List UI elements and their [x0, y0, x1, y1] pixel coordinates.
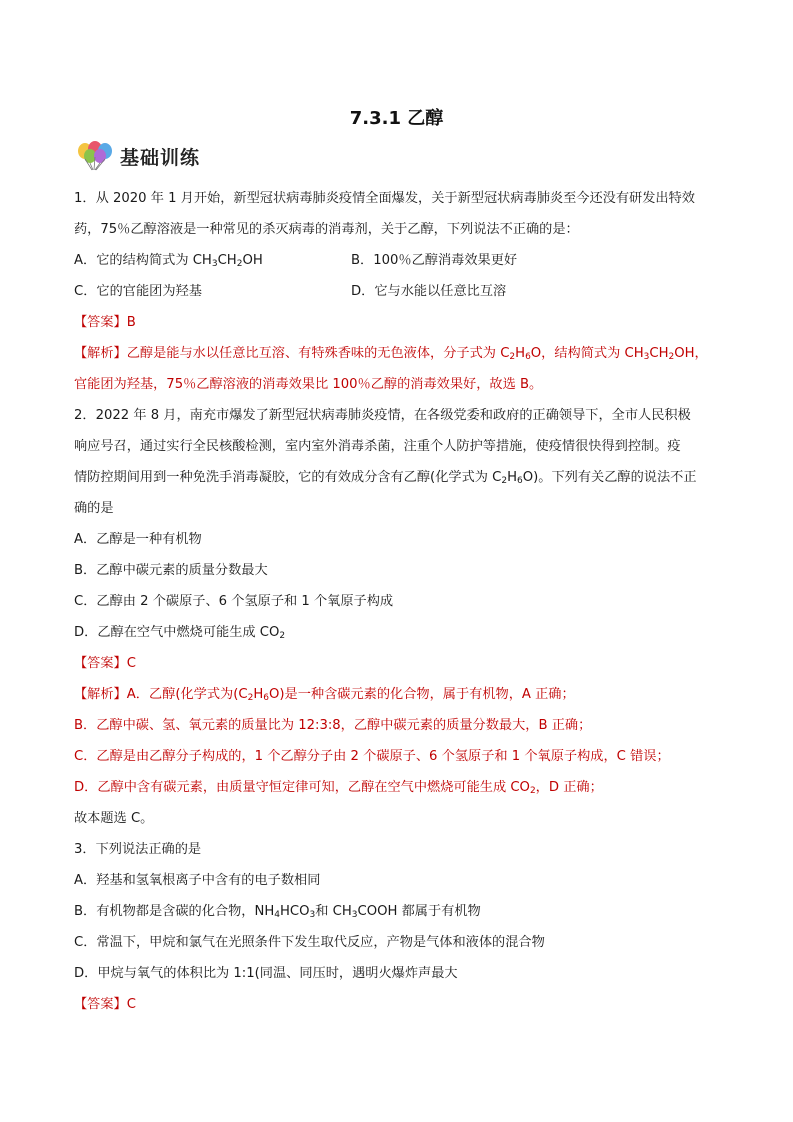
q1-options-row2: [74, 276, 724, 307]
q1-stem-line2: 药，75％乙醇溶液是一种常见的杀灭病毒的消毒剂，关于乙醇，下列说法不正确的是：: [74, 222, 579, 237]
q2-answer: 【答案】C: [74, 656, 136, 671]
q3-option-b: B．有机物都是含碳的化合物，$NH_4HCO_3$和 $CH_3COOH$ 都属于有机物: [74, 904, 481, 920]
q2-conclusion: 故本题选 C。: [74, 811, 154, 826]
q3-option-d: D．甲烷与氧气的体积比为 1:1(同温、同压时，遇明火爆炸声最大: [74, 966, 458, 981]
q1-option-b: B．100％乙醇消毒效果更好: [351, 253, 518, 268]
q3-option-c: C．常温下，甲烷和氯气在光照条件下发生取代反应，产物是气体和液体的混合物: [74, 935, 545, 950]
q2-option-a: A．乙醇是一种有机物: [74, 532, 202, 547]
section-label: 基础训练: [120, 146, 201, 169]
q2-stem-line1: 2．2022 年 8 月，南充市爆发了新型冠状病毒肺炎疫情，在各级党委和政府的正确领导下，全市人民积极: [74, 408, 691, 423]
q2-option-b: B．乙醇中碳元素的质量分数最大: [74, 563, 268, 578]
q1-option-c: C．它的官能团为羟基: [74, 284, 202, 299]
q2-option-d: D．乙醇在空气中燃烧可能生成 $CO_2$: [74, 625, 286, 641]
q1-option-d: D．它与水能以任意比互溶: [351, 284, 507, 299]
q2-analysis-line2: B．乙醇中碳、氢、氧元素的质量比为 12:3:8，乙醇中碳元素的质量分数最大，B 正确；: [74, 718, 592, 733]
q2-stem-line3: 情防控期间用到一种免洗手消毒凝胶，它的有效成分含有乙醇(化学式为 $C_2H_6O$)。下列有关乙醇的说法不正: [74, 470, 697, 486]
q1-analysis-line2: 官能团为羟基，75％乙醇溶液的消毒效果比 100％乙醇的消毒效果好，故选 B。: [74, 377, 543, 392]
q2-stem-line2: 响应号召，通过实行全民核酸检测，室内室外消毒杀菌，注重个人防护等措施，使疫情很快得到控制。疫: [74, 439, 681, 454]
q3-answer: 【答案】C: [74, 997, 136, 1012]
q3-option-a: A．羟基和氢氧根离子中含有的电子数相同: [74, 873, 321, 888]
q3-stem: 3．下列说法正确的是: [74, 842, 202, 857]
q2-analysis-line4: D．乙醇中含有碳元素，由质量守恒定律可知，乙醇在空气中燃烧可能生成 $CO_2$，D 正确；: [74, 780, 603, 796]
q2-analysis-line3: C．乙醇是由乙醇分子构成的，1 个乙醇分子由 2 个碳原子、6 个氢原子和 1 个氧原子构成，C 错误；: [74, 749, 670, 764]
q1-option-a: A．它的结构简式为 $CH_3CH_2OH$: [74, 253, 263, 269]
document-body: [74, 183, 724, 1020]
q2-option-c: C．乙醇由 2 个碳原子、6 个氢原子和 1 个氧原子构成: [74, 594, 394, 609]
q1-answer: 【答案】B: [74, 315, 136, 330]
page-title: 7.3.1 乙醇: [349, 108, 444, 129]
q2-analysis-line1: 【解析】A．乙醇(化学式为$(C_2H_6O)$是一种含碳元素的化合物，属于有机物，A 正确；: [74, 687, 575, 703]
q1-options-row1: [74, 245, 724, 276]
q1-stem-line1: 1．从 2020 年 1 月开始，新型冠状病毒肺炎疫情全面爆发，关于新型冠状病毒肺炎至今还没有研发出特效: [74, 191, 695, 206]
q2-stem-line4: 确的是: [74, 501, 114, 516]
q1-analysis-line1: 【解析】乙醇是能与水以任意比互溶、有特殊香味的无色液体，分子式为 $C_2H_6O$，结构简式为 $CH_3CH_2OH$，: [74, 346, 708, 362]
section-header: [76, 138, 200, 174]
balloons-icon: [76, 140, 114, 172]
